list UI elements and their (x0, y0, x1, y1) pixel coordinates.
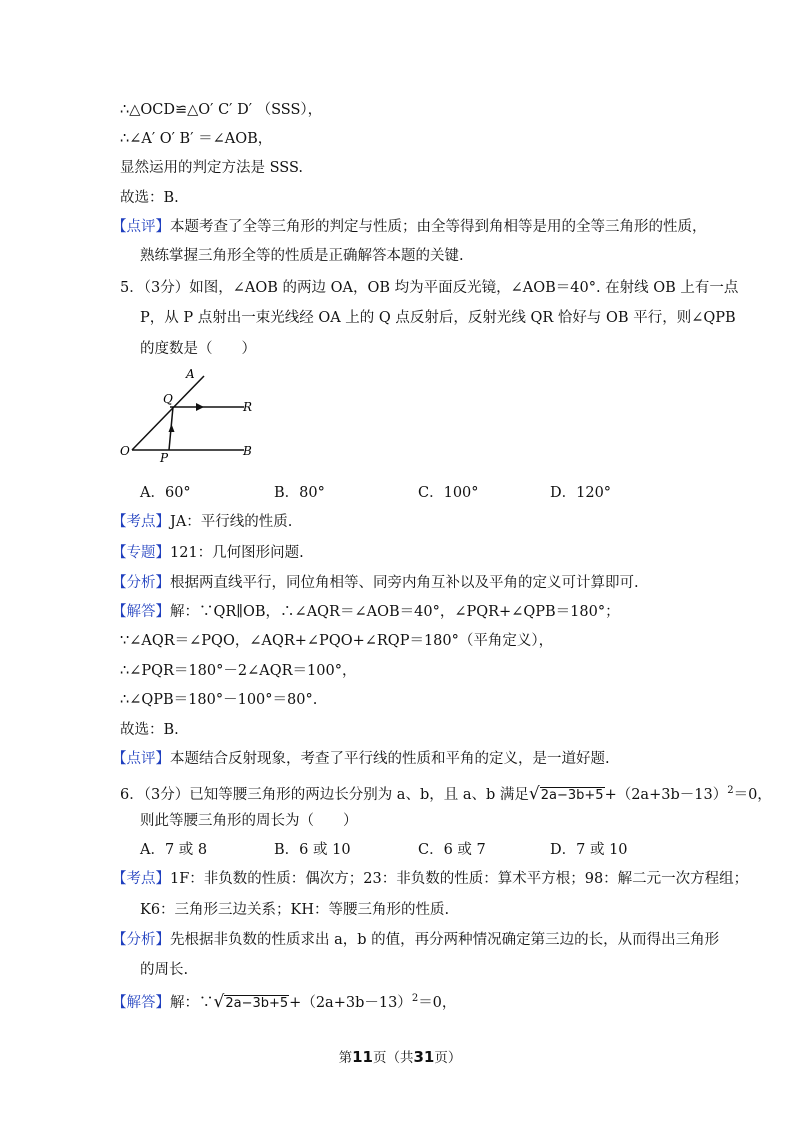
q6-option-c: C．6 或 7 (418, 842, 486, 858)
text-line: ∴△OCD≌△O′ C′ D′ （SSS）， (120, 102, 323, 118)
label-a: A (186, 367, 195, 381)
comment-text-cont: 熟练掌握三角形全等的性质是正确解答本题的关键. (140, 248, 464, 264)
q5-option-d: D．120° (550, 485, 612, 501)
q6-kaodian: 【考点】1F：非负数的性质：偶次方；23：非负数的性质：算术平方根；98：解二元一次方程组； (112, 871, 749, 887)
q6-option-d: D．7 或 10 (550, 842, 628, 858)
sqrt-expression: √2a−3b+5 (528, 783, 604, 804)
q5-jieda-line3: ∴∠PQR＝180°－2∠AQR＝100°， (120, 663, 357, 679)
text-line: ∴∠A′ O′ B′ ＝∠AOB， (120, 131, 273, 147)
q6-stem-line1: 6．（3分）已知等腰三角形的两边长分别为 a、b，且 a、b 满足$√2a-3b+5+(2a+3b-13)^2=0$， (120, 783, 772, 804)
q6-fenxi-line2: 的周长. (140, 962, 189, 978)
q5-zhuanti: 【专题】121：几何图形问题. (112, 545, 304, 561)
ray-oa (132, 376, 204, 450)
q5-option-b: B．80° (274, 485, 325, 501)
page-footer: 第11页（共31页） (338, 1048, 462, 1066)
page-total: 31 (413, 1048, 435, 1066)
comment-text: 本题考查了全等三角形的判定与性质；由全等得到角相等是用的全等三角形的性质， (170, 219, 707, 235)
text-line: 故选：B. (120, 190, 179, 206)
label-p: P (160, 451, 169, 465)
q6-stem-line2: 则此等腰三角形的周长为（ ） (140, 813, 358, 829)
comment-block (112, 217, 707, 237)
q6-kaodian-line2: K6：三角形三边关系；KH：等腰三角形的性质. (140, 902, 450, 918)
q5-figure (112, 362, 282, 472)
q5-stem-line1: 5．（3分）如图，∠AOB 的两边 OA，OB 均为平面反光镜，∠AOB＝40°. 在射线 OB 上有一点 (120, 280, 739, 296)
arrow-qr (196, 403, 204, 411)
q5-stem-line3: 的度数是（ ） (140, 341, 256, 357)
q6-jieda: 【解答】解：$\because√2a-3b+5+(2a+3b-13)^2=0$， (112, 991, 457, 1012)
q6-fenxi: 【分析】先根据非负数的性质求出 a，b 的值，再分两种情况确定第三边的长，从而得出三角形 (112, 932, 720, 948)
q5-dianping: 【点评】本题结合反射现象，考查了平行线的性质和平角的定义，是一道好题. (112, 751, 610, 767)
q5-choice: 故选：B. (120, 722, 179, 738)
label-q: Q (163, 392, 173, 406)
q5-jieda-line2: ∵∠AQR＝∠PQO，∠AQR+∠PQO+∠RQP＝180°（平角定义）， (120, 633, 554, 649)
label-r: R (243, 400, 253, 414)
page-number: 11 (352, 1048, 373, 1066)
q5-jieda-line4: ∴∠QPB＝180°－100°＝80°. (120, 692, 318, 708)
sqrt-expression: √2a−3b+5 (213, 991, 289, 1012)
q5-option-c: C．100° (418, 485, 479, 501)
q5-jieda: 【解答】解：∵QR∥OB，∴∠AQR＝∠AOB＝40°，∠PQR+∠QPB＝180°； (112, 604, 620, 620)
q5-kaodian: 【考点】JA：平行线的性质. (112, 514, 293, 530)
label-o: O (120, 444, 130, 458)
q6-option-b: B．6 或 10 (274, 842, 351, 858)
q5-stem-line2: P，从 P 点射出一束光线经 OA 上的 Q 点反射后，反射光线 QR 恰好与 OB 平行，则∠QPB (140, 310, 736, 326)
q5-option-a: A．60° (140, 485, 191, 501)
arrow-pq (169, 424, 175, 432)
q6-option-a: A．7 或 8 (140, 842, 208, 858)
comment-tag: 【点评】 (112, 219, 170, 235)
text-line: 显然运用的判定方法是 SSS. (120, 160, 303, 176)
label-b: B (243, 444, 252, 458)
q5-fenxi: 【分析】根据两直线平行，同位角相等、同旁内角互补以及平角的定义可计算即可. (112, 575, 639, 591)
